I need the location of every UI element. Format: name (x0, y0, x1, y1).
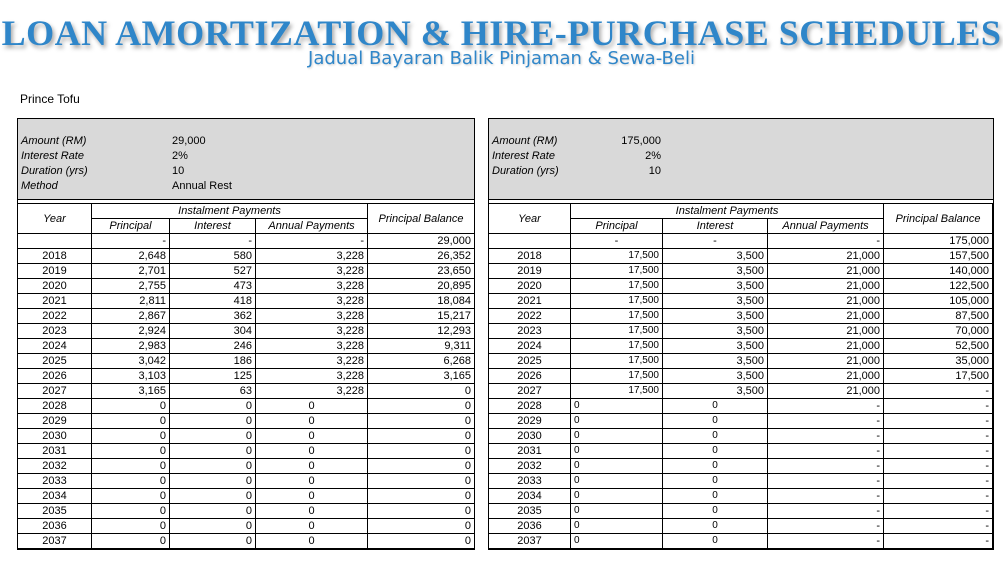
cell-interest[interactable]: 418 (170, 294, 256, 309)
cell-interest[interactable]: 0 (663, 429, 768, 444)
cell-year[interactable]: 2019 (18, 264, 92, 279)
info-value[interactable]: 10 (648, 165, 661, 177)
cell-balance[interactable]: 3,165 (368, 369, 475, 384)
cell-year[interactable]: 2028 (18, 399, 92, 414)
cell-annual[interactable]: 21,000 (768, 309, 884, 324)
cell-year[interactable]: 2031 (18, 444, 92, 459)
table-row (18, 339, 475, 354)
cell-year[interactable]: 2024 (489, 339, 571, 354)
cell-year[interactable]: 2027 (489, 384, 571, 399)
cell-interest[interactable]: 3,500 (663, 324, 768, 339)
cell-balance[interactable]: - (884, 429, 993, 444)
cell-balance[interactable]: - (884, 519, 993, 534)
table-row (18, 294, 475, 309)
table-row (18, 234, 475, 249)
cell-annual[interactable]: - (768, 489, 884, 504)
cell-year[interactable] (489, 234, 571, 249)
cell-annual[interactable]: 0 (256, 474, 368, 489)
table-row (18, 414, 475, 429)
table-row (489, 489, 993, 504)
cell-interest[interactable]: 0 (663, 534, 768, 549)
cell-interest[interactable]: 0 (170, 504, 256, 519)
cell-balance[interactable]: 122,500 (884, 279, 993, 294)
cell-annual[interactable]: - (256, 234, 368, 249)
cell-principal[interactable]: 17,500 (571, 309, 663, 324)
info-label: Method (21, 180, 58, 192)
loan-info-box (18, 119, 474, 200)
cell-principal[interactable]: 2,983 (92, 339, 170, 354)
cell-annual[interactable]: - (768, 534, 884, 549)
cell-interest[interactable]: 3,500 (663, 339, 768, 354)
cell-principal[interactable]: 2,924 (92, 324, 170, 339)
table-row (18, 264, 475, 279)
cell-balance[interactable]: 20,895 (368, 279, 475, 294)
info-label: Amount (RM) (492, 135, 558, 147)
cell-balance[interactable]: 0 (368, 489, 475, 504)
cell-annual[interactable]: 21,000 (768, 264, 884, 279)
cell-year[interactable]: 2018 (489, 249, 571, 264)
cell-interest[interactable]: 0 (170, 519, 256, 534)
cell-balance[interactable]: 0 (368, 399, 475, 414)
cell-interest[interactable]: 186 (170, 354, 256, 369)
cell-interest[interactable]: 0 (663, 489, 768, 504)
cell-interest[interactable]: 0 (170, 474, 256, 489)
cell-annual[interactable]: 21,000 (768, 354, 884, 369)
table-row (489, 264, 993, 279)
cell-balance[interactable]: - (884, 489, 993, 504)
cell-year[interactable]: 2026 (18, 369, 92, 384)
info-value[interactable]: Annual Rest (172, 180, 232, 192)
cell-interest[interactable]: 3,500 (663, 309, 768, 324)
cell-principal[interactable]: 17,500 (571, 339, 663, 354)
cell-balance[interactable]: 0 (368, 384, 475, 399)
cell-year[interactable]: 2034 (18, 489, 92, 504)
cell-principal[interactable]: 17,500 (571, 369, 663, 384)
cell-principal[interactable]: 17,500 (571, 294, 663, 309)
cell-balance[interactable]: 15,217 (368, 309, 475, 324)
cell-balance[interactable]: 70,000 (884, 324, 993, 339)
table-row (18, 444, 475, 459)
cell-annual[interactable]: 21,000 (768, 324, 884, 339)
cell-principal[interactable]: 0 (571, 429, 663, 444)
cell-balance[interactable]: - (884, 384, 993, 399)
cell-annual[interactable]: 0 (256, 489, 368, 504)
table-row (489, 309, 993, 324)
table-row (489, 444, 993, 459)
cell-interest[interactable]: 362 (170, 309, 256, 324)
cell-principal[interactable]: 0 (92, 474, 170, 489)
col-header-interest: Interest (663, 219, 768, 234)
cell-principal[interactable]: 0 (571, 459, 663, 474)
cell-annual[interactable]: - (768, 399, 884, 414)
cell-balance[interactable]: 87,500 (884, 309, 993, 324)
table-row (489, 294, 993, 309)
cell-year[interactable]: 2029 (489, 414, 571, 429)
cell-principal[interactable]: 2,648 (92, 249, 170, 264)
hire-purchase-info-box (489, 119, 993, 200)
cell-interest[interactable]: 3,500 (663, 369, 768, 384)
cell-year[interactable]: 2024 (18, 339, 92, 354)
cell-balance[interactable]: 9,311 (368, 339, 475, 354)
cell-balance[interactable]: 29,000 (368, 234, 475, 249)
cell-interest[interactable]: 0 (663, 399, 768, 414)
cell-principal[interactable]: 0 (571, 534, 663, 549)
table-row (489, 384, 993, 399)
table-row (489, 414, 993, 429)
cell-principal[interactable]: 0 (571, 474, 663, 489)
table-row (18, 249, 475, 264)
cell-annual[interactable]: 0 (256, 519, 368, 534)
cell-year[interactable]: 2021 (18, 294, 92, 309)
table-row (489, 474, 993, 489)
cell-balance[interactable]: 140,000 (884, 264, 993, 279)
cell-balance[interactable]: - (884, 414, 993, 429)
table-row (489, 234, 993, 249)
cell-interest[interactable]: 304 (170, 324, 256, 339)
info-label: Interest Rate (21, 150, 84, 162)
cell-interest[interactable]: 0 (663, 459, 768, 474)
cell-annual[interactable]: 3,228 (256, 339, 368, 354)
cell-balance[interactable]: 0 (368, 444, 475, 459)
col-header-annual: Annual Payments (256, 219, 368, 234)
cell-annual[interactable]: 0 (256, 504, 368, 519)
cell-annual[interactable]: 3,228 (256, 309, 368, 324)
cell-balance[interactable]: 0 (368, 504, 475, 519)
cell-principal[interactable]: 0 (92, 534, 170, 549)
cell-principal[interactable]: 3,103 (92, 369, 170, 384)
cell-interest[interactable]: 0 (170, 414, 256, 429)
cell-balance[interactable]: 175,000 (884, 234, 993, 249)
cell-principal[interactable]: 0 (92, 489, 170, 504)
table-row (489, 279, 993, 294)
cell-year[interactable]: 2018 (18, 249, 92, 264)
cell-annual[interactable]: - (768, 519, 884, 534)
cell-principal[interactable]: 17,500 (571, 384, 663, 399)
cell-principal[interactable]: 0 (571, 414, 663, 429)
table-row (489, 519, 993, 534)
page-subtitle: Jadual Bayaran Balik Pinjaman & Sewa-Beli (308, 48, 695, 69)
page-title: LOAN AMORTIZATION & HIRE-PURCHASE SCHEDULES (1, 13, 1002, 53)
info-label: Amount (RM) (21, 135, 87, 147)
cell-balance[interactable]: - (884, 399, 993, 414)
cell-balance[interactable]: 0 (368, 429, 475, 444)
info-value[interactable]: 10 (172, 165, 185, 177)
cell-year[interactable]: 2028 (489, 399, 571, 414)
cell-interest[interactable]: 0 (663, 474, 768, 489)
cell-year[interactable]: 2022 (489, 309, 571, 324)
table-row (18, 534, 475, 549)
cell-interest[interactable]: 125 (170, 369, 256, 384)
cell-annual[interactable]: - (768, 474, 884, 489)
col-header-instalment: Instalment Payments (571, 204, 884, 219)
cell-principal[interactable]: 0 (92, 519, 170, 534)
cell-principal[interactable]: 17,500 (571, 264, 663, 279)
cell-year[interactable]: 2030 (489, 429, 571, 444)
cell-principal[interactable]: 0 (92, 444, 170, 459)
col-header-year: Year (18, 204, 92, 234)
cell-principal[interactable]: 17,500 (571, 354, 663, 369)
cell-year[interactable]: 2036 (489, 519, 571, 534)
cell-principal[interactable]: 0 (571, 399, 663, 414)
table-row (489, 399, 993, 414)
info-value[interactable]: 29,000 (172, 135, 206, 147)
cell-interest[interactable]: 246 (170, 339, 256, 354)
cell-principal[interactable]: 17,500 (571, 279, 663, 294)
cell-balance[interactable]: 0 (368, 534, 475, 549)
cell-annual[interactable]: 21,000 (768, 294, 884, 309)
cell-balance[interactable]: 105,000 (884, 294, 993, 309)
cell-balance[interactable]: 35,000 (884, 354, 993, 369)
table-row (489, 324, 993, 339)
cell-balance[interactable]: 18,084 (368, 294, 475, 309)
cell-principal[interactable]: - (92, 234, 170, 249)
cell-interest[interactable]: 0 (170, 429, 256, 444)
cell-year[interactable]: 2023 (18, 324, 92, 339)
cell-annual[interactable]: - (768, 444, 884, 459)
cell-year[interactable]: 2035 (18, 504, 92, 519)
cell-principal[interactable]: 2,701 (92, 264, 170, 279)
table-row (489, 504, 993, 519)
cell-balance[interactable]: - (884, 459, 993, 474)
cell-annual[interactable]: 3,228 (256, 279, 368, 294)
cell-year[interactable]: 2025 (18, 354, 92, 369)
cell-year[interactable]: 2033 (18, 474, 92, 489)
table-row (18, 459, 475, 474)
cell-annual[interactable]: 21,000 (768, 339, 884, 354)
cell-year[interactable]: 2019 (489, 264, 571, 279)
cell-principal[interactable]: 0 (571, 519, 663, 534)
cell-year[interactable]: 2026 (489, 369, 571, 384)
cell-principal[interactable]: 3,042 (92, 354, 170, 369)
cell-principal[interactable]: 0 (571, 489, 663, 504)
cell-annual[interactable]: 3,228 (256, 294, 368, 309)
cell-principal[interactable]: 0 (571, 504, 663, 519)
cell-year[interactable]: 2020 (18, 279, 92, 294)
cell-balance[interactable]: 0 (368, 474, 475, 489)
cell-principal[interactable]: 0 (92, 429, 170, 444)
cell-principal[interactable]: 17,500 (571, 249, 663, 264)
loan-schedule-table (17, 203, 475, 549)
cell-interest[interactable]: 0 (170, 489, 256, 504)
cell-annual[interactable]: - (768, 234, 884, 249)
table-row (18, 384, 475, 399)
cell-balance[interactable]: 0 (368, 414, 475, 429)
cell-balance[interactable]: 23,650 (368, 264, 475, 279)
cell-annual[interactable]: 0 (256, 429, 368, 444)
cell-annual[interactable]: 3,228 (256, 264, 368, 279)
cell-year[interactable]: 2023 (489, 324, 571, 339)
table-row (18, 429, 475, 444)
cell-interest[interactable]: 3,500 (663, 249, 768, 264)
cell-balance[interactable]: 52,500 (884, 339, 993, 354)
info-value[interactable]: 175,000 (621, 135, 661, 147)
cell-annual[interactable]: 21,000 (768, 369, 884, 384)
table-row (18, 309, 475, 324)
info-label: Duration (yrs) (21, 165, 88, 177)
table-row (18, 489, 475, 504)
cell-annual[interactable]: 3,228 (256, 369, 368, 384)
table-row (489, 249, 993, 264)
cell-interest[interactable]: 0 (663, 414, 768, 429)
cell-year[interactable]: 2030 (18, 429, 92, 444)
cell-balance[interactable]: 157,500 (884, 249, 993, 264)
loan-amortization-panel (17, 118, 475, 550)
cell-annual[interactable]: 0 (256, 444, 368, 459)
table-row (489, 354, 993, 369)
cell-year[interactable]: 2032 (18, 459, 92, 474)
col-header-annual: Annual Payments (768, 219, 884, 234)
col-header-balance: Principal Balance (368, 204, 475, 234)
info-label: Interest Rate (492, 150, 555, 162)
col-header-principal: Principal (571, 219, 663, 234)
table-row (489, 339, 993, 354)
cell-interest[interactable]: 0 (663, 504, 768, 519)
cell-year[interactable] (18, 234, 92, 249)
cell-interest[interactable]: 580 (170, 249, 256, 264)
cell-year[interactable]: 2033 (489, 474, 571, 489)
cell-interest[interactable]: 527 (170, 264, 256, 279)
cell-annual[interactable]: - (768, 414, 884, 429)
cell-annual[interactable]: - (768, 504, 884, 519)
cell-interest[interactable]: 3,500 (663, 264, 768, 279)
cell-year[interactable]: 2036 (18, 519, 92, 534)
table-row (18, 519, 475, 534)
table-row (18, 474, 475, 489)
cell-principal[interactable]: 3,165 (92, 384, 170, 399)
cell-year[interactable]: 2021 (489, 294, 571, 309)
cell-annual[interactable]: 0 (256, 414, 368, 429)
table-row (18, 354, 475, 369)
cell-principal[interactable]: 0 (92, 399, 170, 414)
cell-annual[interactable]: - (768, 459, 884, 474)
cell-interest[interactable]: 0 (170, 444, 256, 459)
cell-balance[interactable]: - (884, 444, 993, 459)
cell-annual[interactable]: 3,228 (256, 354, 368, 369)
table-row (18, 279, 475, 294)
cell-principal[interactable]: 0 (92, 459, 170, 474)
cell-balance[interactable]: 12,293 (368, 324, 475, 339)
cell-balance[interactable]: - (884, 474, 993, 489)
cell-principal[interactable]: 17,500 (571, 324, 663, 339)
table-row (489, 369, 993, 384)
cell-principal[interactable]: 0 (571, 444, 663, 459)
table-row (18, 504, 475, 519)
hire-purchase-schedule-table (488, 203, 993, 549)
cell-balance[interactable]: 26,352 (368, 249, 475, 264)
cell-principal[interactable]: 2,755 (92, 279, 170, 294)
cell-year[interactable]: 2037 (489, 534, 571, 549)
cell-annual[interactable]: 21,000 (768, 384, 884, 399)
table-row (18, 369, 475, 384)
cell-interest[interactable]: 3,500 (663, 279, 768, 294)
col-header-instalment: Instalment Payments (92, 204, 368, 219)
cell-year[interactable]: 2027 (18, 384, 92, 399)
company-name: Prince Tofu (20, 92, 80, 106)
cell-annual[interactable]: - (768, 429, 884, 444)
cell-interest[interactable]: - (663, 234, 768, 249)
cell-annual[interactable]: 3,228 (256, 249, 368, 264)
col-header-principal: Principal (92, 219, 170, 234)
table-row (489, 459, 993, 474)
col-header-interest: Interest (170, 219, 256, 234)
cell-year[interactable]: 2037 (18, 534, 92, 549)
cell-annual[interactable]: 21,000 (768, 249, 884, 264)
cell-interest[interactable]: 63 (170, 384, 256, 399)
col-header-balance: Principal Balance (884, 204, 993, 234)
cell-year[interactable]: 2022 (18, 309, 92, 324)
cell-annual[interactable]: 0 (256, 399, 368, 414)
cell-interest[interactable]: 3,500 (663, 294, 768, 309)
cell-year[interactable]: 2031 (489, 444, 571, 459)
col-header-year: Year (489, 204, 571, 234)
cell-annual[interactable]: 3,228 (256, 324, 368, 339)
cell-interest[interactable]: - (170, 234, 256, 249)
cell-balance[interactable]: 6,268 (368, 354, 475, 369)
table-row (18, 324, 475, 339)
cell-year[interactable]: 2032 (489, 459, 571, 474)
cell-interest[interactable]: 0 (170, 399, 256, 414)
cell-balance[interactable]: 17,500 (884, 369, 993, 384)
cell-interest[interactable]: 0 (170, 534, 256, 549)
table-row (18, 399, 475, 414)
cell-balance[interactable]: 0 (368, 519, 475, 534)
cell-year[interactable]: 2020 (489, 279, 571, 294)
cell-principal[interactable]: 2,867 (92, 309, 170, 324)
table-row (489, 534, 993, 549)
info-value[interactable]: 2% (645, 150, 661, 162)
cell-balance[interactable]: - (884, 534, 993, 549)
cell-interest[interactable]: 3,500 (663, 384, 768, 399)
cell-year[interactable]: 2029 (18, 414, 92, 429)
cell-interest[interactable]: 473 (170, 279, 256, 294)
hire-purchase-panel (488, 118, 994, 550)
cell-year[interactable]: 2025 (489, 354, 571, 369)
cell-annual[interactable]: 21,000 (768, 279, 884, 294)
cell-principal[interactable]: 0 (92, 414, 170, 429)
cell-interest[interactable]: 3,500 (663, 354, 768, 369)
table-row (489, 429, 993, 444)
cell-interest[interactable]: 0 (663, 519, 768, 534)
cell-principal[interactable]: - (571, 234, 663, 249)
cell-balance[interactable]: 0 (368, 459, 475, 474)
cell-annual[interactable]: 0 (256, 459, 368, 474)
cell-year[interactable]: 2034 (489, 489, 571, 504)
cell-interest[interactable]: 0 (663, 444, 768, 459)
cell-principal[interactable]: 2,811 (92, 294, 170, 309)
cell-principal[interactable]: 0 (92, 504, 170, 519)
info-label: Duration (yrs) (492, 165, 559, 177)
cell-balance[interactable]: - (884, 504, 993, 519)
cell-interest[interactable]: 0 (170, 459, 256, 474)
cell-year[interactable]: 2035 (489, 504, 571, 519)
cell-annual[interactable]: 3,228 (256, 384, 368, 399)
cell-annual[interactable]: 0 (256, 534, 368, 549)
info-value[interactable]: 2% (172, 150, 188, 162)
